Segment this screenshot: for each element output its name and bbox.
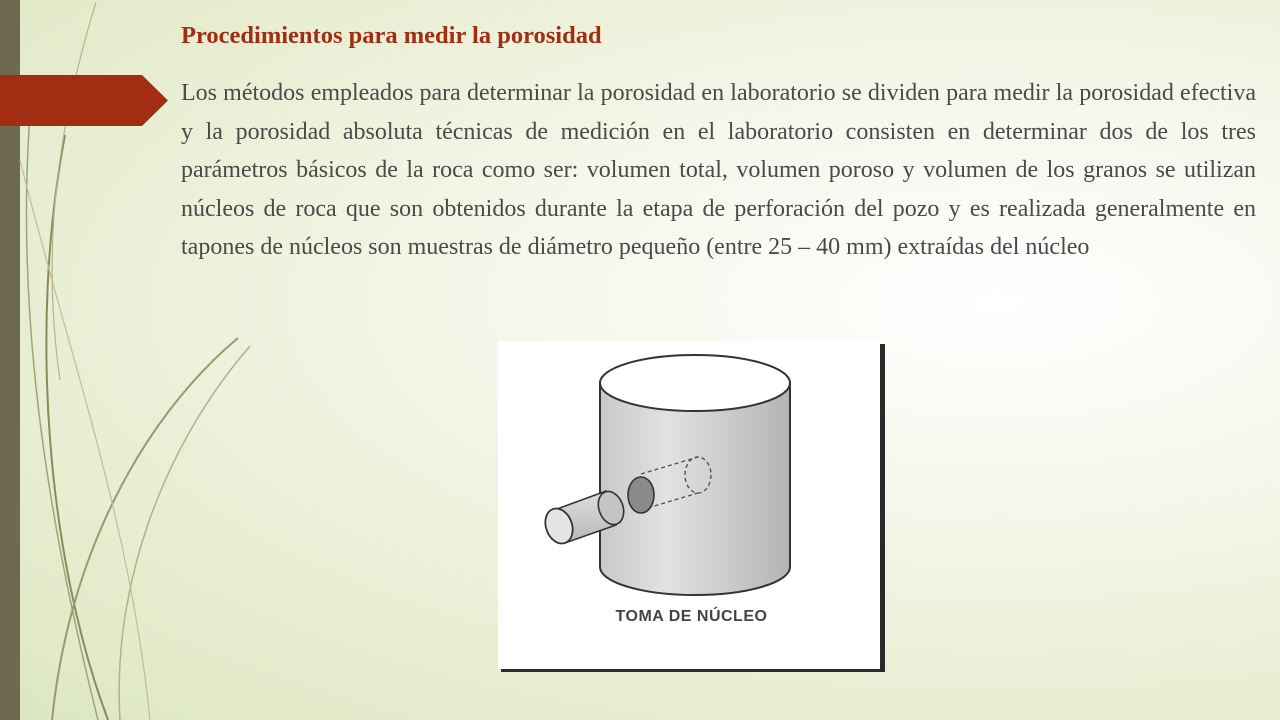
slide-title: Procedimientos para medir la porosidad [181, 22, 602, 49]
core-sampling-figure [498, 341, 885, 672]
slide-body-text: Los métodos empleados para determinar la porosidad en laboratorio se dividen para medir la porosidad efectiva y la porosidad absoluta técnicas de medición en el laboratorio consisten en determinar dos de los tres parámetros básicos de la roca como ser: volumen total, volumen poroso y volumen de los granos se utilizan núcleos de roca que son obtenidos durante la etapa de perforación del pozo y es realizada generalmente en tapones de núcleos son muestras de diámetro pequeño (entre 25 – 40 mm) extraídas del núcleo [181, 80, 1256, 260]
accent-arrow-banner [0, 75, 168, 126]
figure-caption: TOMA DE NÚCLEO [615, 608, 768, 625]
